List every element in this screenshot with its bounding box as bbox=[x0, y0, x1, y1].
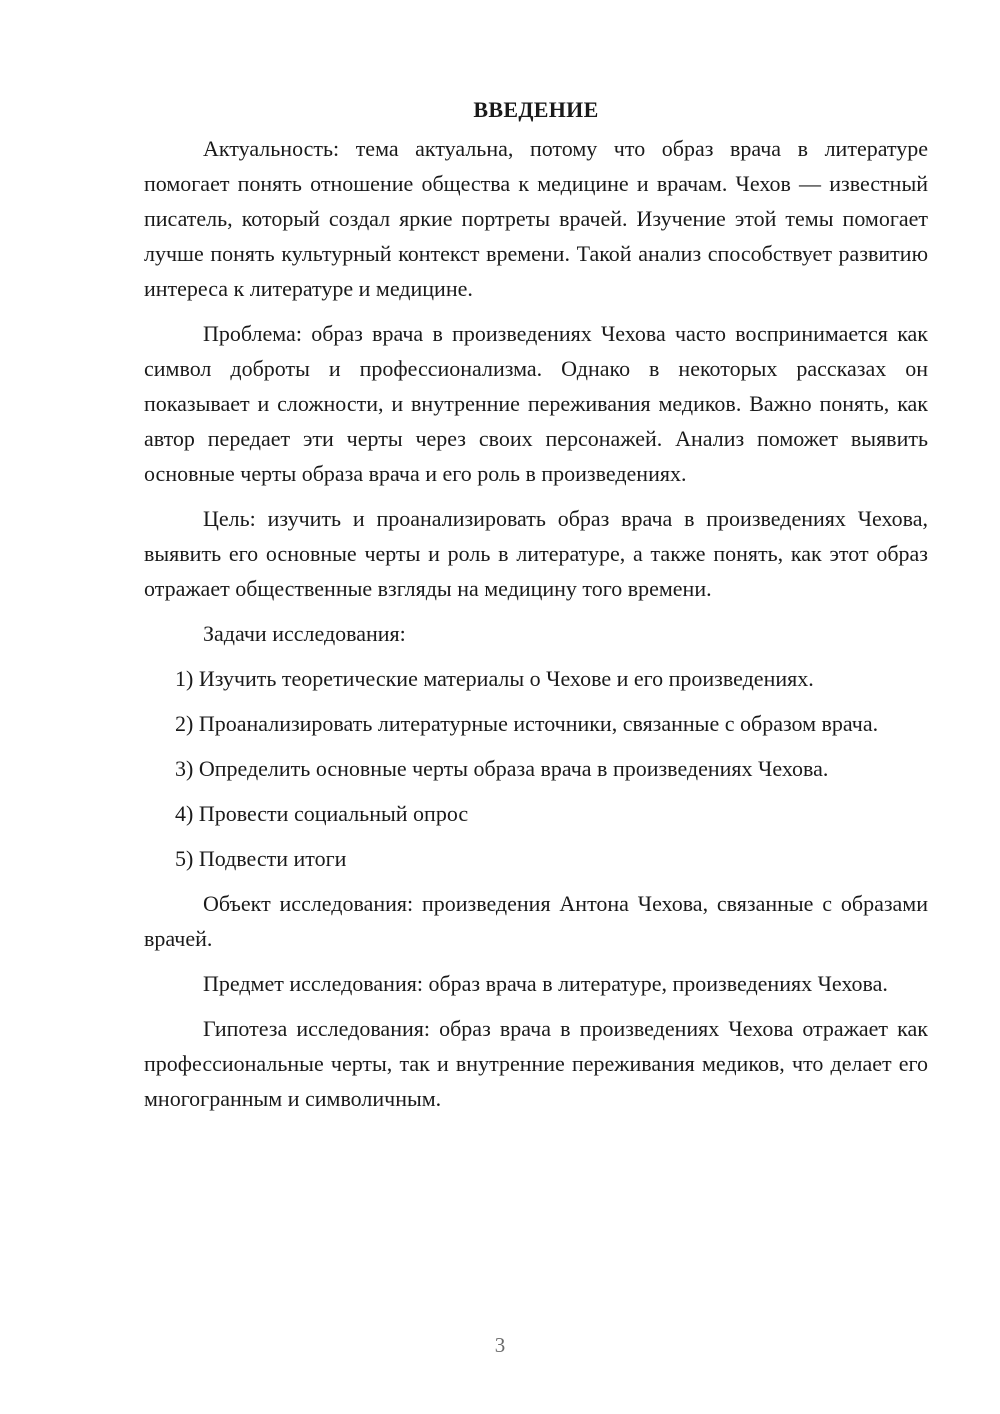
task-item: 1) Изучить теоретические материалы о Чехове и его произведениях. bbox=[175, 666, 814, 691]
tasks-intro: Задачи исследования: bbox=[203, 621, 406, 646]
task-item: 4) Провести социальный опрос bbox=[175, 801, 469, 826]
goal-paragraph: Цель: изучить и проанализировать образ врача в произведениях Чехова, выявить его основные черты и роль в литературе, а также понять, как этот образ отражает общественные взгляды на медицину того времени. bbox=[144, 506, 928, 601]
document-page bbox=[144, 92, 928, 1126]
tasks-list bbox=[144, 661, 928, 876]
task-item: 5) Подвести итоги bbox=[175, 846, 347, 871]
relevance-paragraph: Актуальность: тема актуальна, потому что образ врача в литературе помогает понять отношение общества к медицине и врачам. Чехов — известный писатель, который создал яркие портреты врачей. Изучение этой темы помогает лучше понять культурный контекст времени. Такой анализ способствует развитию интереса к литературе и медицине. bbox=[144, 136, 928, 301]
hypothesis-paragraph: Гипотеза исследования: образ врача в произведениях Чехова отражает как профессиональные черты, так и внутренние переживания медиков, что делает его многогранным и символичным. bbox=[144, 1016, 928, 1111]
section-heading: ВВЕДЕНИЕ bbox=[473, 97, 599, 122]
task-item: 2) Проанализировать литературные источники, связанные с образом врача. bbox=[175, 711, 879, 736]
task-item: 3) Определить основные черты образа врача в произведениях Чехова. bbox=[175, 756, 829, 781]
object-paragraph: Объект исследования: произведения Антона Чехова, связанные с образами врачей. bbox=[144, 891, 928, 951]
problem-paragraph: Проблема: образ врача в произведениях Чехова часто воспринимается как символ доброты и профессионализма. Однако в некоторых рассказах он показывает и сложности, и внутренние переживания медиков. Важно понять, как автор передает эти черты через своих персонажей. Анализ поможет выявить основные черты образа врача и его роль в произведениях. bbox=[144, 321, 928, 486]
subject-paragraph: Предмет исследования: образ врача в литературе, произведениях Чехова. bbox=[203, 971, 888, 996]
page-number: 3 bbox=[494, 1333, 506, 1357]
